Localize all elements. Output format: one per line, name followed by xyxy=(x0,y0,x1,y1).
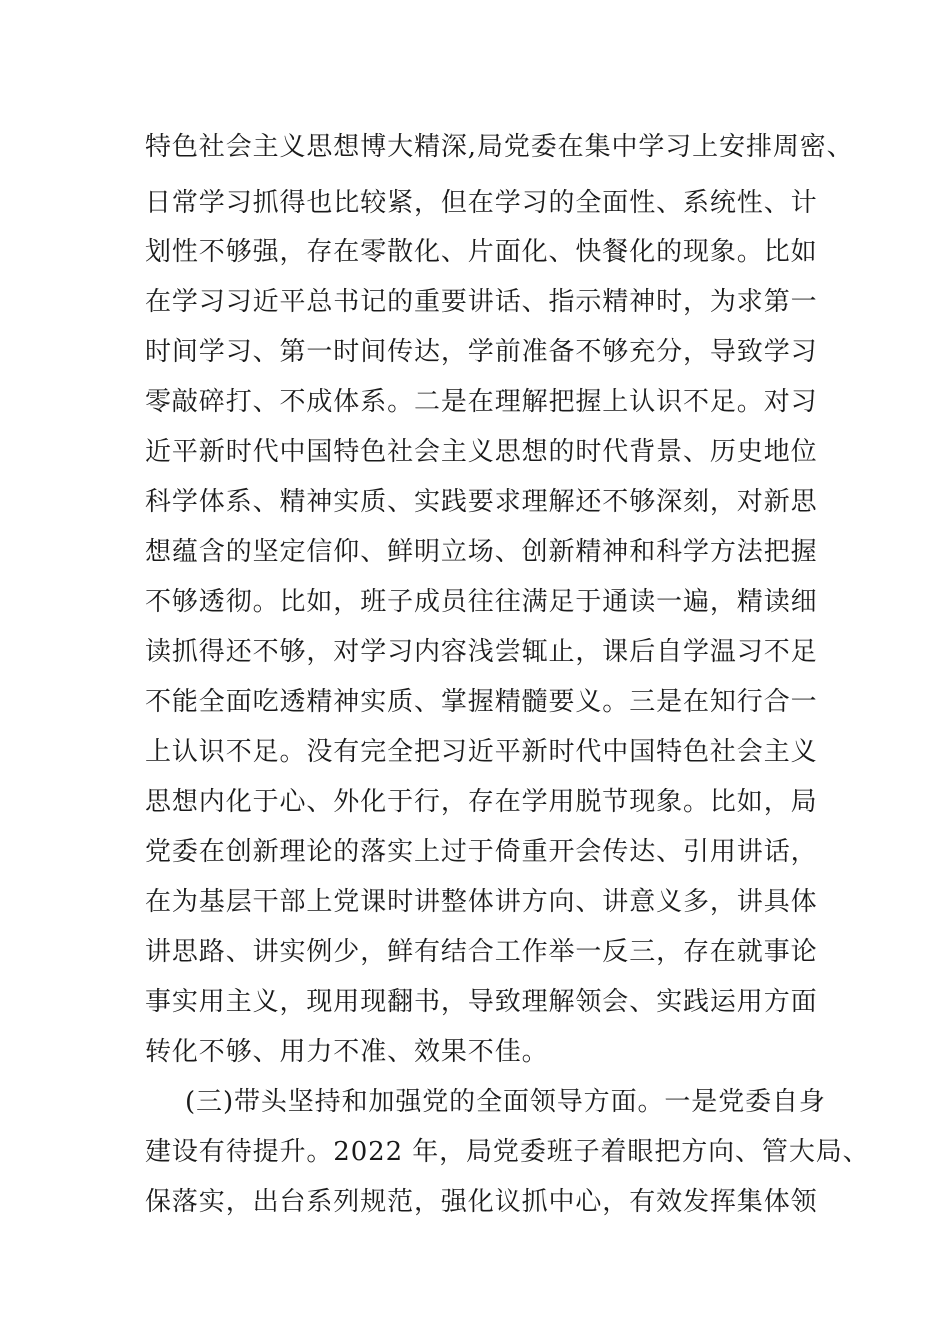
text-line: 想蕴含的坚定信仰、鲜明立场、创新精神和科学方法把握 xyxy=(145,537,818,567)
text-line: 在为基层干部上党课时讲整体讲方向、讲意义多，讲具体 xyxy=(145,887,818,917)
text-line: 不够透彻。比如，班子成员往往满足于通读一遍，精读细 xyxy=(145,587,818,617)
text-line: 不能全面吃透精神实质、掌握精髓要义。三是在知行合一 xyxy=(145,687,818,717)
text-line: 保落实，出台系列规范，强化议抓中心，有效发挥集体领 xyxy=(145,1187,818,1217)
text-line: 近平新时代中国特色社会主义思想的时代背景、历史地位 xyxy=(145,437,818,467)
text-line: 事实用主义，现用现翻书，导致理解领会、实践运用方面 xyxy=(145,987,818,1017)
text-line: 科学体系、精神实质、实践要求理解还不够深刻，对新思 xyxy=(145,487,818,517)
text-line: 日常学习抓得也比较紧，但在学习的全面性、系统性、计 xyxy=(145,188,818,218)
text-line: 建设有待提升。2022 年，局党委班子着眼把方向、管大局、 xyxy=(145,1137,870,1167)
section-heading-line: (三)带头坚持和加强党的全面领导方面。一是党委自身 xyxy=(185,1087,826,1117)
text-line: 特色社会主义思想博大精深,局党委在集中学习上安排周密、 xyxy=(145,132,854,162)
text-line: 思想内化于心、外化于行，存在学用脱节现象。比如，局 xyxy=(145,787,818,817)
text-line: 党委在创新理论的落实上过于倚重开会传达、引用讲话， xyxy=(145,837,818,867)
text-line: 讲思路、讲实例少，鲜有结合工作举一反三，存在就事论 xyxy=(145,937,818,967)
text-line: 时间学习、第一时间传达，学前准备不够充分，导致学习 xyxy=(145,337,818,367)
text-line: 上认识不足。没有完全把习近平新时代中国特色社会主义 xyxy=(145,737,818,767)
text-line: 转化不够、用力不准、效果不佳。 xyxy=(145,1037,549,1067)
text-line: 划性不够强，存在零散化、片面化、快餐化的现象。比如 xyxy=(145,237,818,267)
text-line: 读抓得还不够，对学习内容浅尝辄止，课后自学温习不足 xyxy=(145,637,818,667)
text-line: 零敲碎打、不成体系。二是在理解把握上认识不足。对习 xyxy=(145,387,818,417)
text-line: 在学习习近平总书记的重要讲话、指示精神时，为求第一 xyxy=(145,287,818,317)
